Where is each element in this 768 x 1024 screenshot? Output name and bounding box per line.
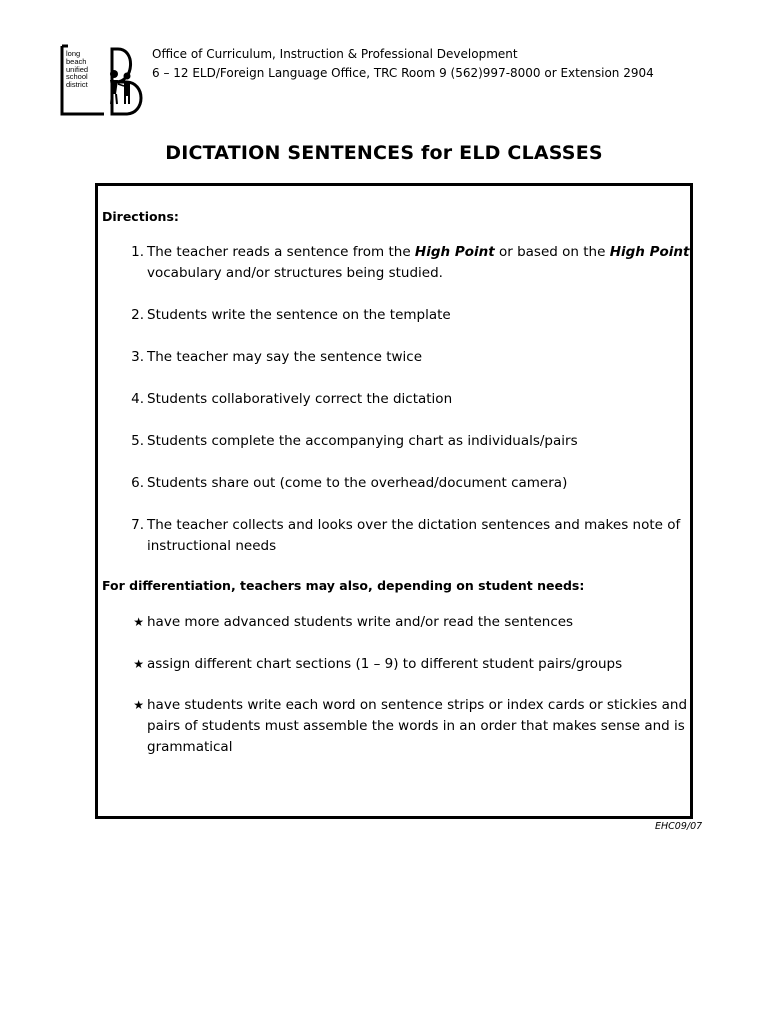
star-bullet-icon: ★ [133,615,144,629]
star-bullet-icon: ★ [133,657,144,671]
step-text-part: or based on the [494,244,610,260]
differentiation-text: have students write each word on sentence strips or index cards or stickies and pairs of students must assemble the words in an order that makes sense and is grammatical [147,697,688,755]
office-header-line2: 6 – 12 ELD/Foreign Language Office, TRC Room 9 (562)997-8000 or Extension 2904 [152,66,654,80]
document-code: EHC09/07 [655,821,703,832]
step-number: 4. [131,391,144,407]
step-text-emphasis: High Point [609,244,690,260]
step-text-part: vocabulary and/or structures being studied. [147,265,443,281]
step-text: Students complete the accompanying chart as individuals/pairs [147,433,578,449]
step-number: 5. [131,433,144,449]
differentiation-text: assign different chart sections (1 – 9) to different student pairs/groups [147,656,623,672]
step-text-part: The teacher reads a sentence from the [147,244,415,260]
logo-text [66,50,106,89]
logo-text-line: unified [66,64,89,74]
step-number: 3. [131,349,144,365]
step-number: 2. [131,307,144,323]
office-header-line1: Office of Curriculum, Instruction & Professional Development [152,47,518,61]
step-text: Students share out (come to the overhead/document camera) [147,475,568,491]
step-number: 6. [131,475,144,491]
page-title: DICTATION SENTENCES for ELD CLASSES [165,142,603,164]
differentiation-label: For differentiation, teachers may also, depending on student needs: [102,578,585,593]
logo-text-line: beach [66,56,87,66]
logo-text-line: school [66,72,88,82]
logo-text-line: district [66,80,88,90]
differentiation-text: have more advanced students write and/or read the sentences [147,614,574,630]
step-text: The teacher collects and looks over the dictation sentences and makes note of instructional needs [147,517,681,554]
step-number: 7. [131,517,144,533]
step-text: Students write the sentence on the template [147,307,451,323]
step-text [147,242,694,284]
logo-text-line: long [66,49,81,58]
step-text: The teacher may say the sentence twice [147,349,423,365]
star-bullet-icon: ★ [133,698,144,712]
step-text: Students collaboratively correct the dictation [147,391,453,407]
step-text-emphasis: High Point [414,244,495,260]
office-header [152,45,654,83]
step-number: 1. [131,244,144,260]
directions-label: Directions: [102,209,179,224]
